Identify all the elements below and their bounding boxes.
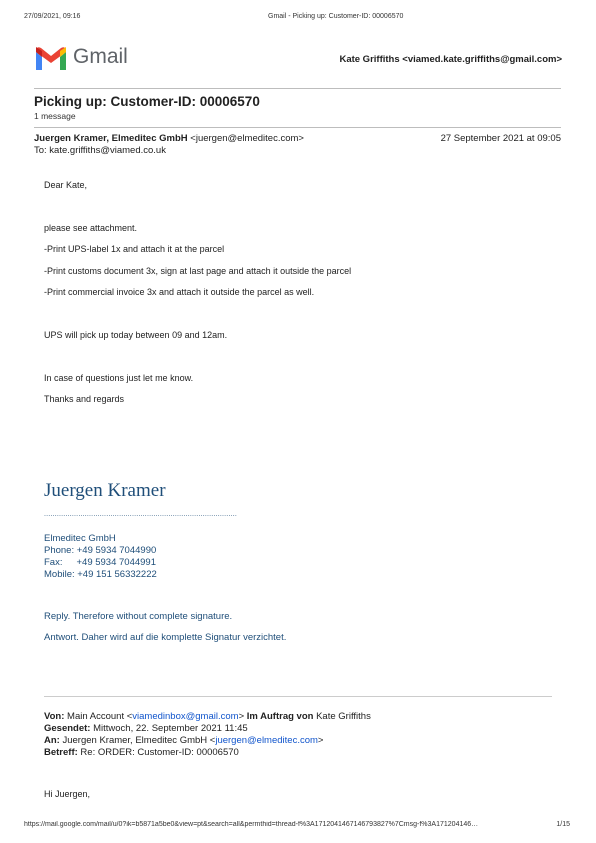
signature-mobile: Mobile: +49 151 56332222 bbox=[44, 569, 157, 580]
quoted-to-email-link[interactable]: juergen@elmeditec.com bbox=[215, 735, 318, 746]
quote-divider bbox=[44, 696, 552, 697]
body-line: -Print customs document 3x, sign at last page and attach it outside the parcel bbox=[44, 266, 352, 276]
sender-name: Juergen Kramer, Elmeditec GmbH bbox=[34, 133, 188, 144]
on-behalf-name: Kate Griffiths bbox=[316, 711, 371, 722]
message-sender bbox=[34, 133, 304, 144]
quoted-to-bracket: > bbox=[317, 735, 324, 746]
message-recipient: To: kate.griffiths@viamed.co.uk bbox=[34, 145, 166, 156]
print-url: https://mail.google.com/mail/u/0?ik=b5871a5be0&view=pt&search=all&permthid=thread-f%3A1712041467146793827%7Cmsg-f%3A171204146… bbox=[24, 821, 479, 828]
signature-note-de: Antwort. Daher wird auf die komplette Signatur verzichtet. bbox=[44, 632, 287, 643]
quoted-to-label: An: bbox=[44, 735, 60, 746]
signature-company: Elmeditec GmbH bbox=[44, 533, 116, 544]
quoted-to bbox=[44, 735, 323, 746]
body-greeting: Dear Kate, bbox=[44, 180, 88, 190]
gmail-m-icon bbox=[34, 46, 68, 72]
print-page-number: 1/15 bbox=[556, 821, 570, 828]
subject-divider bbox=[34, 127, 561, 128]
quoted-subject bbox=[44, 747, 239, 758]
signature-fax bbox=[44, 557, 156, 568]
print-datetime: 27/09/2021, 09:16 bbox=[24, 13, 81, 20]
body-line: -Print commercial invoice 3x and attach it outside the parcel as well. bbox=[44, 287, 315, 297]
body-line: -Print UPS-label 1x and attach it at the parcel bbox=[44, 244, 225, 254]
quoted-sent-value: Mittwoch, 22. September 2021 11:45 bbox=[93, 723, 248, 734]
sender-email: <juergen@elmeditec.com> bbox=[190, 133, 304, 144]
signature-dots: .......................................................................................... bbox=[44, 511, 238, 518]
on-behalf-label: Im Auftrag von bbox=[246, 711, 314, 722]
signature-phone: Phone: +49 5934 7044990 bbox=[44, 545, 157, 556]
quoted-to-name: Juergen Kramer, Elmeditec GmbH < bbox=[62, 735, 216, 746]
signature-note-en: Reply. Therefore without complete signature. bbox=[44, 611, 233, 622]
body-line: please see attachment. bbox=[44, 223, 138, 233]
fax-value: +49 5934 7044991 bbox=[76, 557, 156, 568]
print-title: Gmail - Picking up: Customer-ID: 00006570 bbox=[268, 13, 404, 20]
quoted-from-label: Von: bbox=[44, 711, 65, 722]
quoted-sent bbox=[44, 723, 248, 734]
quoted-from-name: Main Account < bbox=[67, 711, 133, 722]
quoted-subject-value: Re: ORDER: Customer-ID: 00006570 bbox=[80, 747, 239, 758]
message-count: 1 message bbox=[34, 111, 76, 121]
body-line: Thanks and regards bbox=[44, 394, 125, 404]
gmail-wordmark: Gmail bbox=[73, 45, 128, 68]
message-date: 27 September 2021 at 09:05 bbox=[440, 133, 561, 144]
account-label: Kate Griffiths <viamed.kate.griffiths@gmail.com> bbox=[339, 54, 562, 65]
quoted-from-email-link[interactable]: viamedinbox@gmail.com bbox=[132, 711, 239, 722]
body-line: In case of questions just let me know. bbox=[44, 373, 194, 383]
quoted-greeting: Hi Juergen, bbox=[44, 789, 91, 799]
quoted-sent-label: Gesendet: bbox=[44, 723, 91, 734]
header-divider bbox=[34, 88, 561, 89]
thread-subject: Picking up: Customer-ID: 00006570 bbox=[34, 94, 260, 109]
quoted-from bbox=[44, 711, 371, 722]
fax-label: Fax: bbox=[44, 557, 63, 568]
quoted-subject-label: Betreff: bbox=[44, 747, 78, 758]
quoted-from-bracket: > bbox=[238, 711, 245, 722]
body-line: UPS will pick up today between 09 and 12am. bbox=[44, 330, 228, 340]
gmail-logo[interactable] bbox=[34, 46, 68, 72]
signature-name: Juergen Kramer bbox=[44, 480, 166, 501]
